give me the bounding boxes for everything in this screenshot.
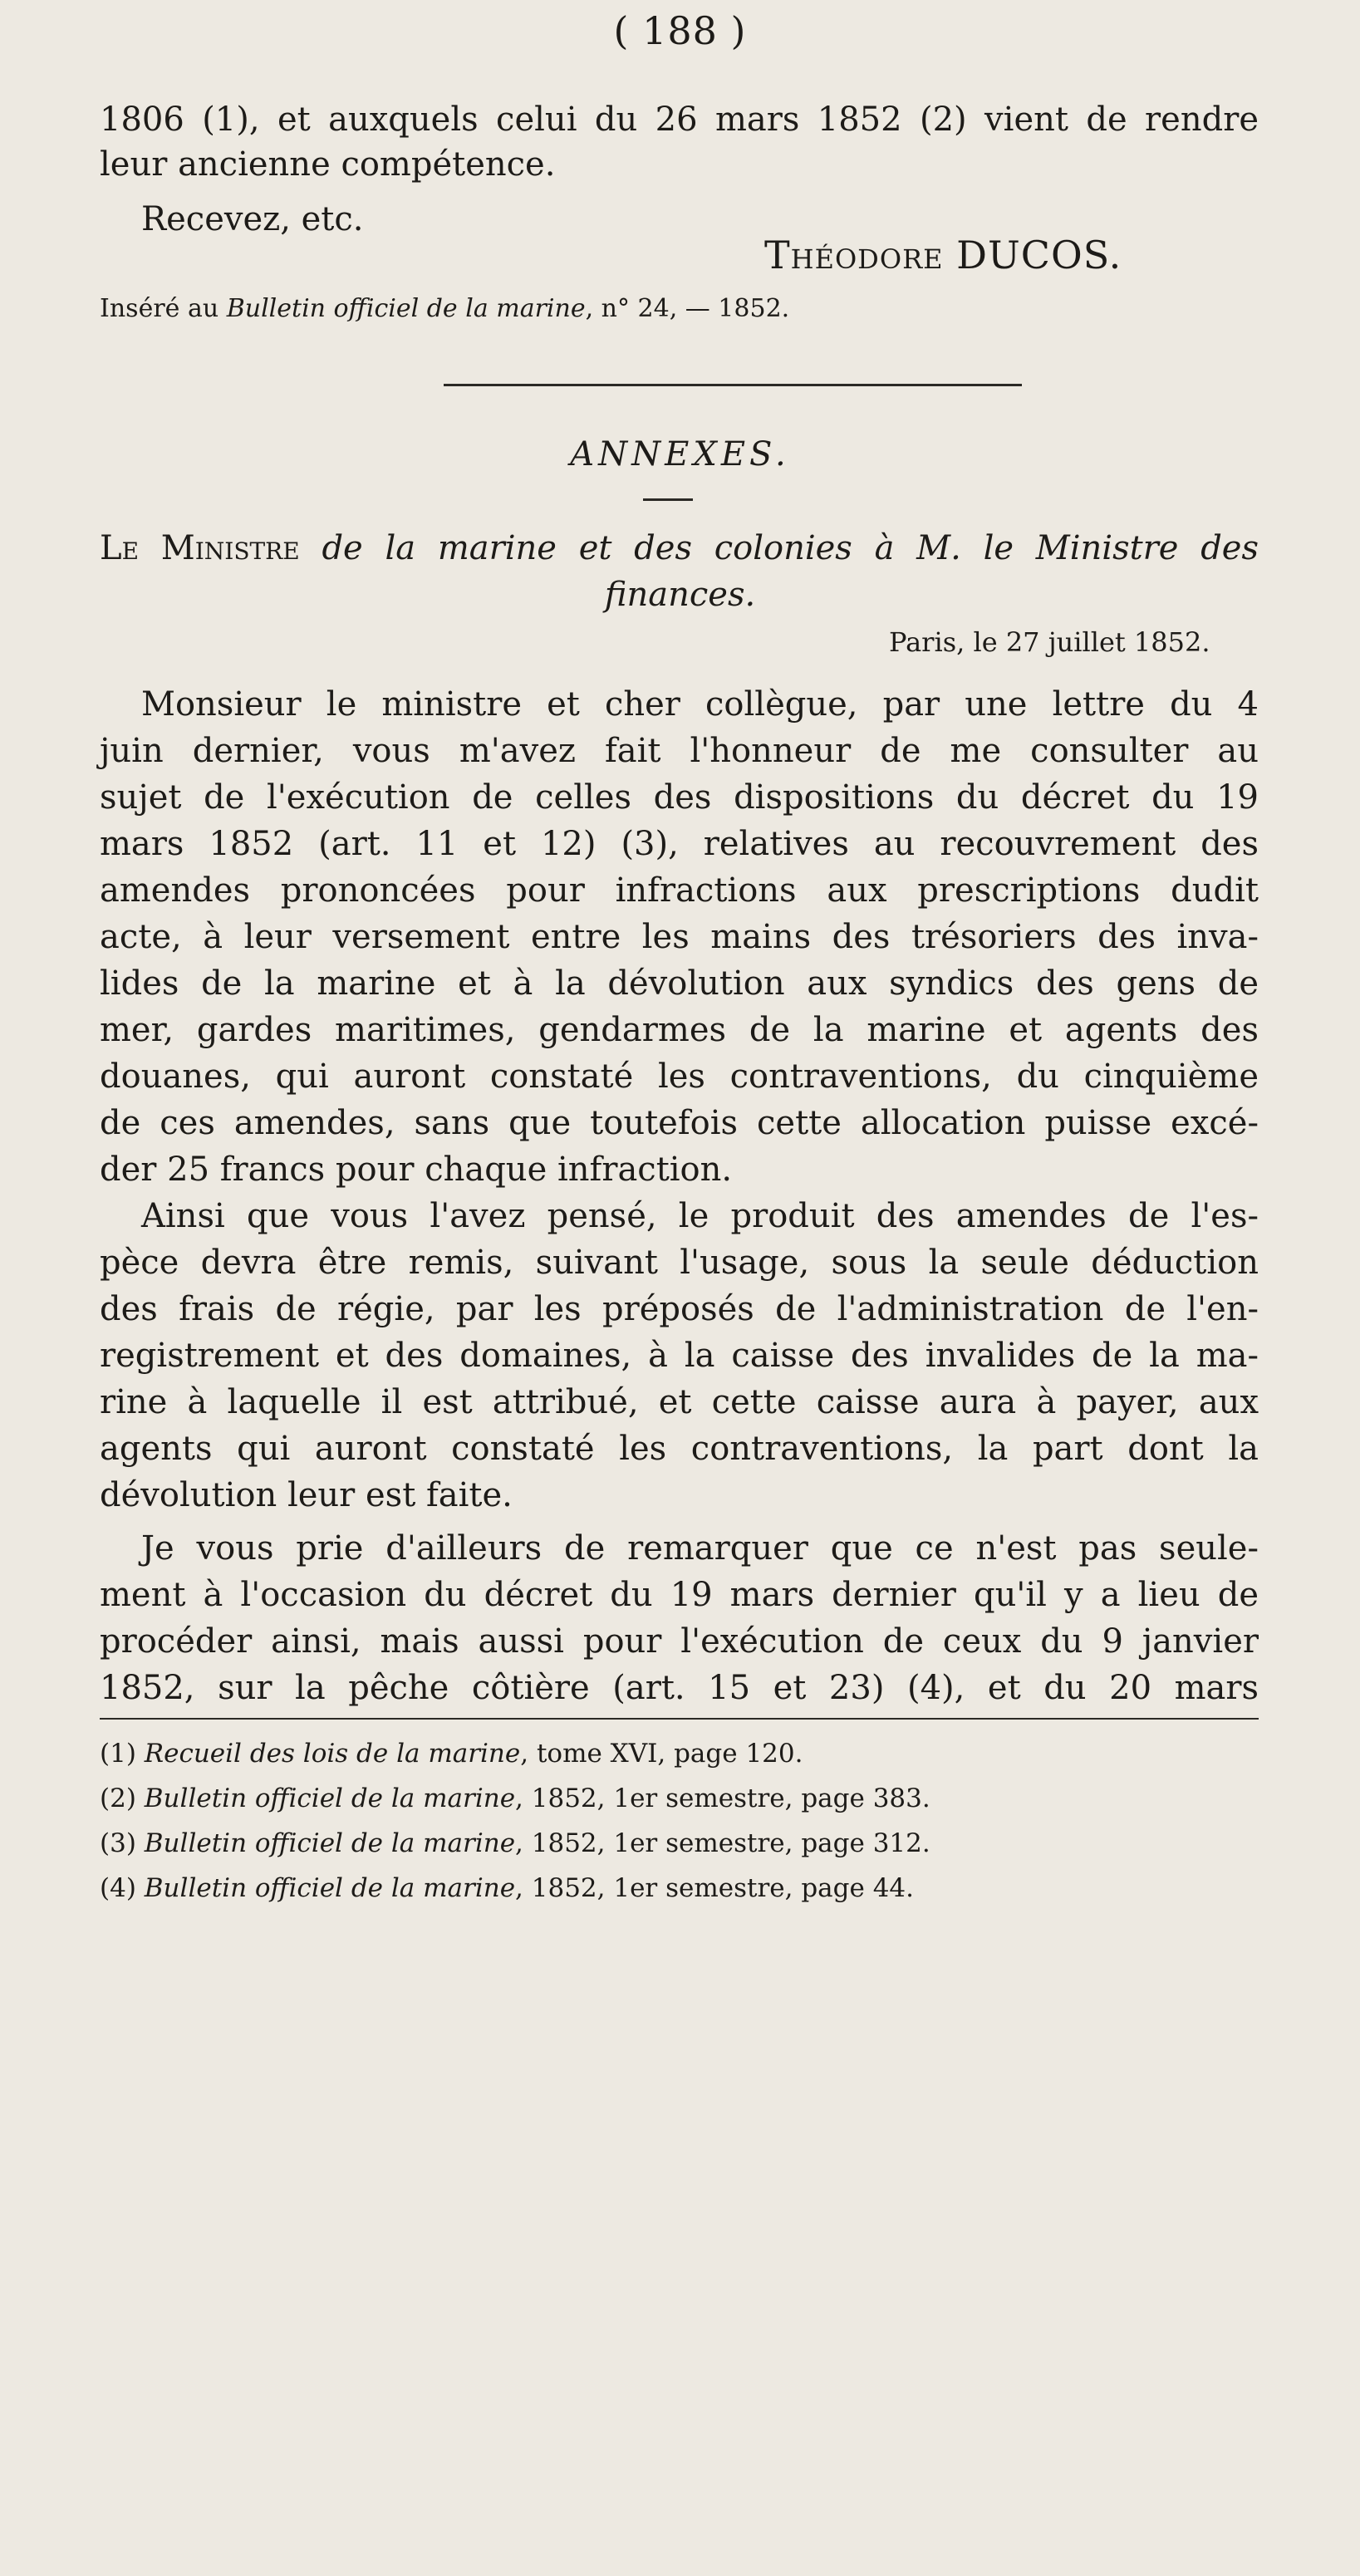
para-1-line-8: mer, gardes maritimes, gendarmes de la marine et agents des (100, 1011, 1259, 1049)
footnote-1 (100, 1735, 803, 1773)
para-2-line-6: agents qui auront constaté les contraventions, la part dont la (100, 1430, 1259, 1468)
para-1-line-11: der 25 francs pour chaque infraction. (100, 1151, 733, 1189)
footnote-4-rest: , 1852, 1er semestre, page 44. (515, 1873, 915, 1903)
para-1-line-4: mars 1852 (art. 11 et 12) (3), relatives au recouvrement des (100, 825, 1259, 863)
address-line-1 (100, 525, 1259, 572)
para-2-line-7: dévolution leur est faite. (100, 1476, 513, 1514)
para-1-line-9: douanes, qui auront constaté les contraventions, du cinquième (100, 1057, 1259, 1096)
para-2-line-1: Ainsi que vous l'avez pensé, le produit des amendes de l'es- (141, 1197, 1259, 1235)
inserted-prefix: Inséré au (100, 294, 219, 323)
footnote-3-mark: (3) (100, 1828, 136, 1858)
address-rest: de la marine et des colonies à M. le Ministre des (322, 529, 1259, 567)
address-caps: Le Ministre (100, 529, 300, 567)
para-1-line-2: juin dernier, vous m'avez fait l'honneur de me consulter au (100, 732, 1259, 770)
footnote-4-title: Bulletin officiel de la marine (144, 1873, 516, 1903)
para-2-line-5: rine à laquelle il est attribué, et cette caisse aura à payer, aux (100, 1383, 1259, 1421)
para-1-line-10: de ces amendes, sans que toutefois cette allocation puisse excé- (100, 1104, 1259, 1142)
footnote-1-rest: , tome XVI, page 120. (520, 1739, 803, 1769)
para-3-line-1: Je vous prie d'ailleurs de remarquer que ce n'est pas seule- (141, 1529, 1259, 1568)
footnote-1-mark: (1) (100, 1739, 136, 1769)
para-1-line-7: lides de la marine et à la dévolution aux syndics des gens de (100, 964, 1259, 1003)
page-number: ( 188 ) (613, 8, 747, 53)
para-2-line-4: registrement et des domaines, à la caisse des invalides de la ma- (100, 1337, 1259, 1375)
closing-line-2: leur ancienne compétence. (100, 145, 556, 184)
signature: Théodore DUCOS. (764, 233, 1122, 277)
address-line-2: finances. (604, 576, 756, 614)
footnote-3 (100, 1824, 930, 1862)
section-divider (444, 384, 1022, 386)
footnote-2 (100, 1779, 930, 1818)
footnote-2-rest: , 1852, 1er semestre, page 383. (515, 1784, 930, 1813)
inserted-note (100, 292, 789, 326)
para-2-line-2: pèce devra être remis, suivant l'usage, sous la seule déduction (100, 1244, 1259, 1282)
para-3-line-2: ment à l'occasion du décret du 19 mars dernier qu'il y a lieu de (100, 1576, 1259, 1614)
footnote-2-title: Bulletin officiel de la marine (144, 1784, 516, 1813)
salutation: Recevez, etc. (141, 200, 364, 238)
inserted-suffix: , n° 24, — 1852. (585, 294, 790, 323)
para-1-line-5: amendes prononcées pour infractions aux prescriptions dudit (100, 871, 1259, 910)
para-1-line-6: acte, à leur versement entre les mains des trésoriers des inva- (100, 918, 1259, 956)
para-3-line-3: procéder ainsi, mais aussi pour l'exécution de ceux du 9 janvier (100, 1622, 1259, 1661)
para-1-line-3: sujet de l'exécution de celles des dispositions du décret du 19 (100, 778, 1259, 817)
para-1-line-1: Monsieur le ministre et cher collègue, par une lettre du 4 (141, 685, 1259, 724)
footnote-2-mark: (2) (100, 1784, 136, 1813)
inserted-title: Bulletin officiel de la marine (226, 294, 586, 323)
footnote-3-rest: , 1852, 1er semestre, page 312. (515, 1828, 930, 1858)
para-2-line-3: des frais de régie, par les préposés de l'administration de l'en- (100, 1290, 1259, 1328)
footnote-4 (100, 1869, 914, 1907)
footnote-3-title: Bulletin officiel de la marine (144, 1828, 516, 1858)
footnote-4-mark: (4) (100, 1873, 136, 1903)
annexes-heading: ANNEXES. (570, 435, 790, 473)
footnote-1-title: Recueil des lois de la marine (144, 1739, 521, 1769)
dateline: Paris, le 27 juillet 1852. (889, 626, 1210, 658)
para-3-line-4: 1852, sur la pêche côtière (art. 15 et 23) (4), et du 20 mars (100, 1669, 1259, 1707)
closing-line-1: 1806 (1), et auxquels celui du 26 mars 1852 (2) vient de rendre (100, 101, 1259, 139)
heading-dash (643, 498, 693, 501)
footnote-divider (100, 1718, 1259, 1720)
